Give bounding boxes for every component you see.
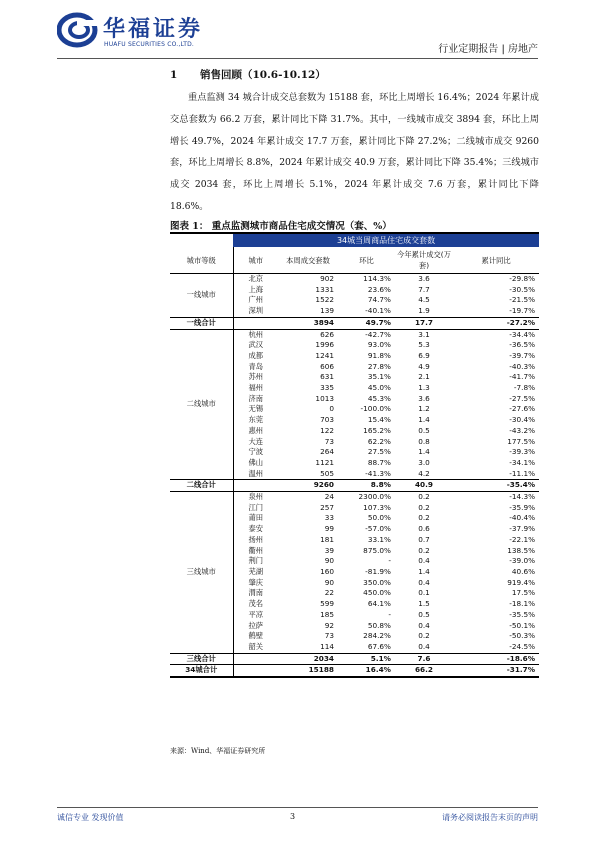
footer-disclaimer: 请务必阅读报告末页的声明 (442, 813, 538, 822)
sum-wow: 49.7% (338, 317, 395, 329)
sum-wow: 8.8% (338, 480, 395, 492)
city-name: 衢州 (233, 546, 278, 557)
sum-label: 二线合计 (170, 480, 233, 492)
tier-sum-row (170, 317, 539, 329)
section-heading (170, 67, 326, 82)
weekly-sales: 1121 (315, 457, 334, 467)
ytd-sales: 1.2 (418, 404, 430, 414)
table-header-blank (170, 233, 233, 247)
section-title: 销售回顾（10.6-10.12） (200, 69, 326, 81)
weekly-sales: 90 (324, 577, 334, 587)
yoy-change: 40.6% (511, 566, 536, 576)
city-name: 福州 (233, 383, 278, 394)
weekly-sales: 33 (324, 513, 334, 523)
ytd-sales: 4.5 (418, 295, 430, 305)
sum-blank (233, 653, 278, 665)
weekly-sales: 139 (320, 306, 334, 316)
yoy-change: -34.1% (509, 457, 536, 467)
wow-change: 27.8% (367, 361, 391, 371)
ytd-sales: 0.4 (418, 641, 430, 651)
city-name: 惠州 (233, 426, 278, 437)
yoy-change: -27.5% (509, 393, 536, 403)
yoy-change: 17.5% (511, 588, 536, 598)
sum-yoy: -18.6% (453, 653, 539, 665)
yoy-change: 177.5% (507, 436, 536, 446)
weekly-sales: 599 (320, 599, 334, 609)
weekly-sales: 122 (320, 425, 334, 435)
yoy-change: -24.5% (509, 641, 536, 651)
wow-change: 62.2% (367, 436, 391, 446)
ytd-sales: 5.3 (418, 340, 430, 350)
weekly-sales: 257 (320, 502, 334, 512)
weekly-sales: 703 (320, 415, 334, 425)
figure-title: 图表 1： 重点监测城市商品住宅成交情况（套、%） (170, 221, 392, 232)
logo-text-cn: 华福证券 (103, 17, 204, 42)
wow-change: -100.0% (360, 404, 391, 414)
city-name: 杭州 (233, 329, 278, 340)
yoy-change: -7.8% (513, 383, 536, 393)
ytd-sales: 0.2 (418, 513, 430, 523)
yoy-change: -18.1% (509, 599, 536, 609)
wow-change: 2300.0% (358, 492, 391, 502)
ytd-sales: 7.7 (418, 284, 430, 294)
weekly-sales: 1996 (315, 340, 334, 350)
ytd-sales: 0.4 (418, 620, 430, 630)
ytd-sales: 0.5 (418, 609, 430, 619)
ytd-sales: 0.2 (418, 631, 430, 641)
weekly-sales: 606 (320, 361, 334, 371)
city-name: 东莞 (233, 415, 278, 426)
total-weekly: 15188 (278, 665, 338, 677)
city-name: 北京 (233, 274, 278, 285)
weekly-sales: 90 (324, 556, 334, 566)
weekly-sales: 39 (324, 545, 334, 555)
city-name: 芜湖 (233, 567, 278, 578)
city-name: 成都 (233, 351, 278, 362)
footer-slogan: 诚信专业 发现价值 (57, 813, 124, 822)
header-divider (57, 58, 538, 59)
weekly-sales: 92 (324, 620, 334, 630)
yoy-change: -50.1% (509, 620, 536, 630)
city-name: 江门 (233, 503, 278, 514)
city-name: 温州 (233, 469, 278, 480)
ytd-sales: 1.4 (418, 566, 430, 576)
header-tier: 城市等级 (170, 247, 233, 274)
weekly-sales: 73 (324, 436, 334, 446)
ytd-sales: 4.2 (418, 468, 430, 478)
wow-change: -40.1% (365, 306, 391, 316)
yoy-change: -37.9% (509, 524, 536, 534)
report-type: 行业定期报告 | 房地产 (438, 44, 538, 55)
yoy-change: -34.4% (509, 329, 536, 339)
weekly-sales: 160 (320, 566, 334, 576)
total-ytd: 66.2 (395, 665, 453, 677)
ytd-sales: 6.9 (418, 350, 430, 360)
tier-sum-row (170, 653, 539, 665)
yoy-change: -11.1% (509, 468, 536, 478)
ytd-sales: 3.6 (418, 274, 430, 283)
city-name: 扬州 (233, 535, 278, 546)
weekly-sales: 505 (320, 468, 334, 478)
ytd-sales: 0.4 (418, 556, 430, 566)
city-name: 鹤壁 (233, 631, 278, 642)
weekly-sales: 24 (324, 492, 334, 502)
ytd-sales: 1.5 (418, 599, 430, 609)
total-yoy: -31.7% (453, 665, 539, 677)
sum-ytd: 40.9 (395, 480, 453, 492)
yoy-change: -43.2% (509, 425, 536, 435)
page-number: 3 (290, 812, 296, 821)
ytd-sales: 0.2 (418, 545, 430, 555)
weekly-sales: 1522 (315, 295, 334, 305)
ytd-sales: 2.1 (418, 372, 430, 382)
wow-change: 50.8% (367, 620, 391, 630)
footer-divider (57, 807, 538, 808)
city-name: 渭南 (233, 588, 278, 599)
table-banner: 34城当周商品住宅成交套数 (233, 233, 539, 247)
city-name: 佛山 (233, 458, 278, 469)
city-name: 泉州 (233, 492, 278, 503)
weekly-sales: 1331 (315, 284, 334, 294)
header-weekly: 本周成交套数 (278, 247, 338, 274)
ytd-sales: 0.1 (418, 588, 430, 598)
wow-change: 350.0% (363, 577, 391, 587)
yoy-change: -22.1% (509, 534, 536, 544)
wow-change: 875.0% (363, 545, 391, 555)
wow-change: 15.4% (367, 415, 391, 425)
yoy-change: -36.5% (509, 340, 536, 350)
city-name: 韶关 (233, 642, 278, 653)
header-city: 城市 (233, 247, 278, 274)
wow-change: 88.7% (367, 457, 391, 467)
city-name: 宁波 (233, 447, 278, 458)
city-name: 武汉 (233, 340, 278, 351)
city-name: 济南 (233, 394, 278, 405)
yoy-change: -39.7% (509, 350, 536, 360)
wow-change: 50.0% (367, 513, 391, 523)
wow-change: 33.1% (367, 534, 391, 544)
section-number: 1 (170, 69, 178, 81)
table-row (170, 492, 539, 503)
city-name: 深圳 (233, 306, 278, 317)
ytd-sales: 0.5 (418, 425, 430, 435)
sum-yoy: -27.2% (453, 317, 539, 329)
sum-weekly: 3894 (278, 317, 338, 329)
yoy-change: -41.7% (509, 372, 536, 382)
table-body (170, 274, 539, 678)
wow-change: 284.2% (363, 631, 391, 641)
wow-change: 114.3% (363, 274, 391, 283)
ytd-sales: 1.9 (418, 306, 430, 316)
wow-change: -42.7% (365, 329, 391, 339)
total-label: 34城合计 (170, 665, 233, 677)
wow-change: -41.3% (365, 468, 391, 478)
ytd-sales: 0.8 (418, 436, 430, 446)
weekly-sales: 22 (324, 588, 334, 598)
weekly-sales: 114 (320, 641, 334, 651)
city-name: 茂名 (233, 599, 278, 610)
wow-change: 74.7% (367, 295, 391, 305)
tier-name: 二线城市 (186, 399, 216, 409)
weekly-sales: 185 (320, 609, 334, 619)
weekly-sales: 1013 (315, 393, 334, 403)
company-logo (57, 10, 227, 54)
tier-name: 一线城市 (186, 290, 216, 300)
yoy-change: -29.8% (509, 274, 536, 283)
ytd-sales: 3.6 (418, 393, 430, 403)
ytd-sales: 0.2 (418, 502, 430, 512)
city-name: 荆门 (233, 556, 278, 567)
ytd-sales: 1.3 (418, 383, 430, 393)
ytd-sales: 3.1 (418, 329, 430, 339)
ytd-sales: 0.7 (418, 534, 430, 544)
wow-change: 27.5% (367, 447, 391, 457)
weekly-sales: 264 (320, 447, 334, 457)
sum-blank (233, 480, 278, 492)
wow-change: 67.6% (367, 641, 391, 651)
tier-name: 三线城市 (186, 566, 216, 576)
wow-change: -57.0% (365, 524, 391, 534)
weekly-sales: 181 (320, 534, 334, 544)
yoy-change: -35.9% (509, 502, 536, 512)
logo-text-en: HUAFU SECURITIES CO.,LTD. (104, 41, 195, 48)
wow-change: 91.8% (367, 350, 391, 360)
wow-change: - (388, 609, 391, 619)
weekly-sales: 631 (320, 372, 334, 382)
source-note: 来源：Wind、华福证券研究所 (170, 747, 266, 755)
wow-change: 450.0% (363, 588, 391, 598)
weekly-sales: 902 (320, 274, 334, 283)
sales-table (170, 232, 539, 678)
weekly-sales: 99 (324, 524, 334, 534)
sum-weekly: 9260 (278, 480, 338, 492)
yoy-change: 919.4% (507, 577, 536, 587)
city-name: 无锡 (233, 404, 278, 415)
city-name: 青岛 (233, 362, 278, 373)
weekly-sales: 626 (320, 329, 334, 339)
wow-change: 93.0% (367, 340, 391, 350)
wow-change: 35.1% (367, 372, 391, 382)
yoy-change: -27.6% (509, 404, 536, 414)
ytd-sales: 0.2 (418, 492, 430, 502)
table-row (170, 274, 539, 285)
yoy-change: 138.5% (507, 545, 536, 555)
ytd-sales: 1.4 (418, 447, 430, 457)
wow-change: 45.3% (367, 393, 391, 403)
yoy-change: -39.3% (509, 447, 536, 457)
wow-change: 23.6% (367, 284, 391, 294)
ytd-sales: 0.6 (418, 524, 430, 534)
sum-yoy: -35.4% (453, 480, 539, 492)
yoy-change: -30.4% (509, 415, 536, 425)
summary-paragraph: 重点监测 34 城合计成交总套数为 15188 套，环比上周增长 16.4%；2024 年累计成交总套数为 66.2 万套，累计同比下降 31.7%。其中，一线城市成交 3894 套，环比上周增长 49.7%，2024 年累计成交 17.7 万套，累计同比下降 27.2%；二线城市成交 9260 套，环比上周增长 8.8%，2024 年累计成交 40.9 万套，累计同比下降 35.4%；三线城市成交 2034 套，环比上周增长 5.1%，2024 年累计成交 7.6 万套，累计同比下降 18.6%。 (170, 92, 539, 212)
wow-change: 165.2% (363, 425, 391, 435)
sum-blank (233, 317, 278, 329)
total-wow: 16.4% (338, 665, 395, 677)
yoy-change: -40.3% (509, 361, 536, 371)
sum-ytd: 7.6 (395, 653, 453, 665)
header-yoy: 累计同比 (453, 247, 539, 274)
city-name: 平凉 (233, 610, 278, 621)
ytd-sales: 4.9 (418, 361, 430, 371)
header-ytd: 今年累计成交(万套) (395, 247, 453, 274)
weekly-sales: 335 (320, 383, 334, 393)
sum-ytd: 17.7 (395, 317, 453, 329)
yoy-change: -40.4% (509, 513, 536, 523)
sum-label: 三线合计 (170, 653, 233, 665)
sum-wow: 5.1% (338, 653, 395, 665)
yoy-change: -35.5% (509, 609, 536, 619)
header-wow: 环比 (338, 247, 395, 274)
sum-weekly: 2034 (278, 653, 338, 665)
yoy-change: -30.5% (509, 284, 536, 294)
city-name: 莆田 (233, 513, 278, 524)
wow-change: 107.3% (363, 502, 391, 512)
city-name: 肇庆 (233, 578, 278, 589)
yoy-change: -19.7% (509, 306, 536, 316)
wow-change: 45.0% (367, 383, 391, 393)
city-name: 泰安 (233, 524, 278, 535)
weekly-sales: 73 (324, 631, 334, 641)
tier-sum-row (170, 480, 539, 492)
ytd-sales: 3.0 (418, 457, 430, 467)
ytd-sales: 0.4 (418, 577, 430, 587)
table-row (170, 329, 539, 340)
weekly-sales: 0 (329, 404, 334, 414)
ytd-sales: 1.4 (418, 415, 430, 425)
city-name: 广州 (233, 295, 278, 306)
weekly-sales: 1241 (315, 350, 334, 360)
wow-change: - (388, 556, 391, 566)
city-name: 拉萨 (233, 621, 278, 632)
logo-swirl-icon (57, 10, 101, 50)
wow-change: 64.1% (367, 599, 391, 609)
yoy-change: -50.3% (509, 631, 536, 641)
yoy-change: -21.5% (509, 295, 536, 305)
yoy-change: -14.3% (509, 492, 536, 502)
wow-change: -81.9% (365, 566, 391, 576)
yoy-change: -39.0% (509, 556, 536, 566)
city-name: 上海 (233, 285, 278, 296)
total-row (170, 665, 539, 677)
city-name: 大连 (233, 437, 278, 448)
city-name: 苏州 (233, 372, 278, 383)
total-blank (233, 665, 278, 677)
sum-label: 一线合计 (170, 317, 233, 329)
